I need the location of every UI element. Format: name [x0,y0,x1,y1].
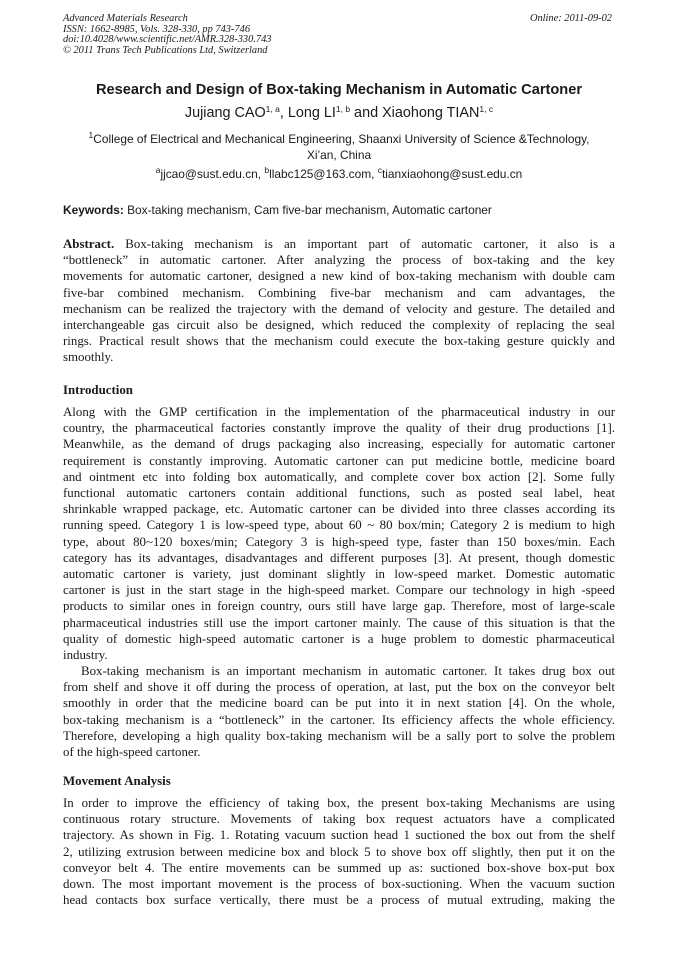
body-line: In order to improve the efficiency of taking box, the present box-taking Mechanisms are using [63,796,615,810]
body-line: head contacts box surface vertically, there must be a process of mutual extruding, making the [63,893,615,908]
body-line: Meanwhile, as the demand of drugs packaging also increasing, especially for automatic cartoner [63,437,615,452]
body-line: industry. [63,648,108,663]
email-marker: b [264,165,270,175]
movement-analysis-paragraph [63,795,615,908]
email-link[interactable]: jjcao@sust.edu.cn, [160,167,265,181]
affiliation-marker: 1 [88,130,94,140]
body-line: conveyor belt 4. The entire movements can be summed up as: suctioned box-shove box-put box [63,860,615,875]
body-line: category has its advantages, disadvantages and different purposes [3]. At present, though domestic [63,550,615,565]
email-marker: a [155,165,161,175]
body-line: Box-taking mechanism is an important mechanism in automatic cartoner. It takes drug box out [81,664,615,678]
issn-line: ISSN: 1662-8985, Vols. 328-330, pp 743-746 [63,23,251,35]
abstract-line: rings. Practical result shows that the mechanism could execute the box-taking gesture quickly and [63,334,615,349]
journal-header [63,14,271,56]
keywords-label: Keywords: [63,203,124,217]
affiliation [60,131,618,163]
affiliation-line: Xi’an, China [306,148,372,162]
keywords-text: Box-taking mechanism, Cam five-bar mechanism, Automatic cartoner [123,203,492,217]
email-link[interactable]: tianxiaohong@sust.edu.cn [381,167,523,181]
body-line: Along with the GMP certification in the implementation of the pharmaceutical industry in our [63,405,615,419]
abstract-line: mechanism can be realized the trajectory with the demand of velocity and gesture. The detailed and [63,301,615,316]
abstract-line: movements for automatic cartoner, designed a new kind of box-taking mechanism with double cam [63,269,615,284]
body-line: down. The most important movement is the process of box-suctioning. When the vacuum suction [63,877,615,892]
body-line: Therefore, developing a high quality box-taking mechanism will be a sally port to solve the problem [63,728,615,743]
introduction-heading: Introduction [63,383,133,397]
journal-name: Advanced Materials Research [63,13,188,24]
abstract-line: five-bar combined mechanism. Combining five-bar mechanism and cam advantages, the [63,285,615,300]
body-line: automatic cartoner is variety, just dominant slightly in low-speed market. Domestic automatic [63,567,615,582]
author-separator: and [350,105,383,121]
body-line: requirement is constantly improving. Automatic cartoner can put medicine bottle, medicine board [63,453,615,468]
keywords [63,202,492,218]
email-marker: c [377,165,382,175]
author-affiliation-marker: 1, c [479,104,494,114]
email-link[interactable]: llabc125@163.com, [269,167,378,181]
author-separator: , [279,105,288,121]
body-line: type, about 80~120 boxes/min; Category 3 is high-speed type, faster than 150 boxes/min. Each [63,534,615,549]
body-line: country, the pharmaceutical factories constantly improve the quality of their drug productions [1]. [63,421,615,436]
abstract-line: “bottleneck” in automatic cartoner. After analyzing the process of box-taking and the key [63,253,615,268]
author-affiliation-marker: 1, a [265,104,280,114]
abstract-line: smoothly. [63,350,114,365]
body-line: box-taking mechanism is a “bottleneck” in the cartoner. Its efficiency affects the whole efficiency. [63,712,615,727]
author-emails [60,166,618,182]
body-line: and ointment etc into folding box automatically, and complete cover box action [2]. Some fully [63,469,615,484]
abstract-text: Box-taking mechanism is an important part of automatic cartoner, it also is a [114,237,615,251]
body-line: from shelf and shove it off during the process of operation, at last, put the box on the conveyor belt [63,680,615,695]
body-line: quality of domestic high-speed automatic cartoner is a huge problem to domestic pharmaceutical [63,631,615,646]
abstract [63,236,615,366]
online-date: Online: 2011-09-02 [529,13,612,24]
author-affiliation-marker: 1, b [335,104,351,114]
body-line: trajectory. As shown in Fig. 1. Rotating vacuum suction head 1 suctioned the box out from the shelf [63,828,615,843]
author-name: Long LI [287,105,336,121]
abstract-line: interchangeable gas circuit also be designed, which reduced the complexity of replacing the seal [63,318,615,333]
author-list [40,103,638,123]
abstract-label: Abstract. [63,237,115,251]
body-line: 2, utilizing extrusion between medicine box and block 5 to shove box off slightly, then put it on the [63,844,615,859]
body-line: continuous rotary structure. Movements of taking box request actuators have a complicated [63,812,615,827]
introduction-paragraph-1 [63,404,615,663]
introduction-paragraph-2 [63,663,615,760]
body-line: products to similar ones in foreign country, ours still have large gap. Therefore, most of large-scale [63,599,615,614]
affiliation-line: College of Electrical and Mechanical Engineering, Shaanxi University of Science &Technology, [93,132,590,146]
movement-analysis-heading: Movement Analysis [63,774,171,788]
author-name: Jujiang CAO [184,105,266,121]
body-line: running speed. Category 1 is low-speed type, about 60 ~ 80 box/min; Category 2 is medium to high [63,518,615,533]
body-line: smoothly in order that the medicine board can be put into it in next station [4]. On the whole, [63,696,615,711]
body-line: of the high-speed cartoner. [63,745,201,760]
body-line: shrinkable wrapped package, etc. Automatic cartoner can be divided into three classes according its [63,502,615,517]
body-line: functional automatic cartoners contain additional functions, such as posted seal label, heat [63,486,615,501]
body-line: pharmaceutical industries still use the import cartoner mainly. The cause of this situation is that the [63,615,615,630]
author-name: Xiaohong TIAN [382,105,480,121]
body-line: cartoner is just in the start stage in the high-speed market. Compare our technology in high -speed [63,583,615,598]
doi-line: doi:10.4028/www.scientific.net/AMR.328-330.743 [63,34,272,46]
copyright-line: © 2011 Trans Tech Publications Ltd, Switzerland [63,44,268,56]
paper-title: Research and Design of Box-taking Mechanism in Automatic Cartoner [95,82,582,98]
